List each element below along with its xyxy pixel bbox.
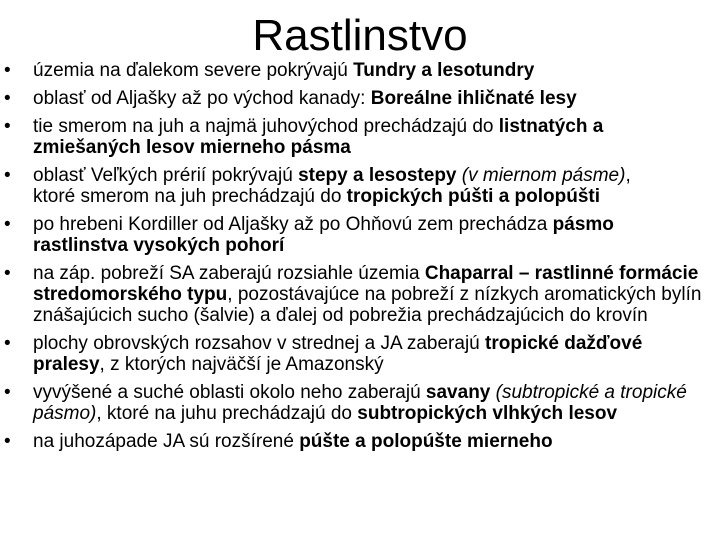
bullet-bold-text: savany (425, 382, 491, 403)
bullet-text: ktoré smerom na juh prechádzajú do (33, 186, 347, 207)
bullet-text: oblasť od Aljašky až po východ kanady: (33, 88, 371, 109)
bullet-bold-text: púšte a polopúšte mierneho (299, 431, 553, 452)
bullet-text: na záp. pobreží SA zaberajú rozsiahle územia (33, 263, 425, 284)
bullet-bold-text: tropické dažďové pralesy (33, 333, 643, 375)
bullet-text: plochy obrovských rozsahov v strednej a JA zaberajú (33, 333, 486, 354)
bullet-italic-text: (subtropické a tropické pásmo) (33, 382, 687, 424)
bullet-item (0, 431, 720, 452)
bullet-bold-text: Tundry a lesotundry (353, 60, 535, 81)
bullet-bold-text: tropických púšti a polopúšti (346, 186, 601, 207)
bullet-bold-text: listnatých a zmiešaných lesov mierneho pásma (33, 116, 604, 158)
bullet-bold-text: stepy a lesostepy (298, 165, 457, 186)
bullet-item (0, 382, 720, 424)
bullet-item (0, 263, 720, 326)
bullet-list (0, 60, 720, 459)
bullet-bold-text: subtropických vlhkých lesov (357, 403, 618, 424)
slide-title: Rastlinstvo (252, 11, 468, 60)
bullet-text: , (625, 165, 631, 186)
bullet-text: , pozostávajúce na pobreží z nízkych aromatických bylín znášajúcich sucho (šalvie) a ďalej od pobrežia prechádzajúcich do krovín (33, 284, 702, 326)
bullet-text: územia na ďalekom severe pokrývajú (33, 60, 354, 81)
bullet-text: tie smerom na juh a najmä juhovýchod prechádzajú do (33, 116, 499, 137)
bullet-item (0, 165, 720, 207)
bullet-text: vyvýšené a suché oblasti okolo neho zaberajú (33, 382, 426, 403)
bullet-item (0, 88, 720, 109)
bullet-bold-text: pásmo rastlinstva vysokých pohorí (33, 214, 614, 256)
bullet-item (0, 116, 720, 158)
bullet-text: po hrebeni Kordiller od Aljašky až po Ohňovú zem prechádza (33, 214, 553, 235)
bullet-bold-text: Chaparral – rastlinné formácie stredomorského typu (33, 263, 699, 305)
bullet-italic-text: (v miernom pásme) (461, 165, 626, 186)
bullet-item (0, 60, 720, 81)
bullet-text: , ktoré na juhu prechádzajú do (96, 403, 358, 424)
bullet-bold-text: Boreálne ihličnaté lesy (370, 88, 577, 109)
bullet-text: , z ktorých najväčší je Amazonský (99, 354, 384, 375)
bullet-item (0, 333, 720, 375)
bullet-item (0, 214, 720, 256)
bullet-text: na juhozápade JA sú rozšírené (33, 431, 300, 452)
bullet-text: oblasť Veľkých prérií pokrývajú (33, 165, 299, 186)
